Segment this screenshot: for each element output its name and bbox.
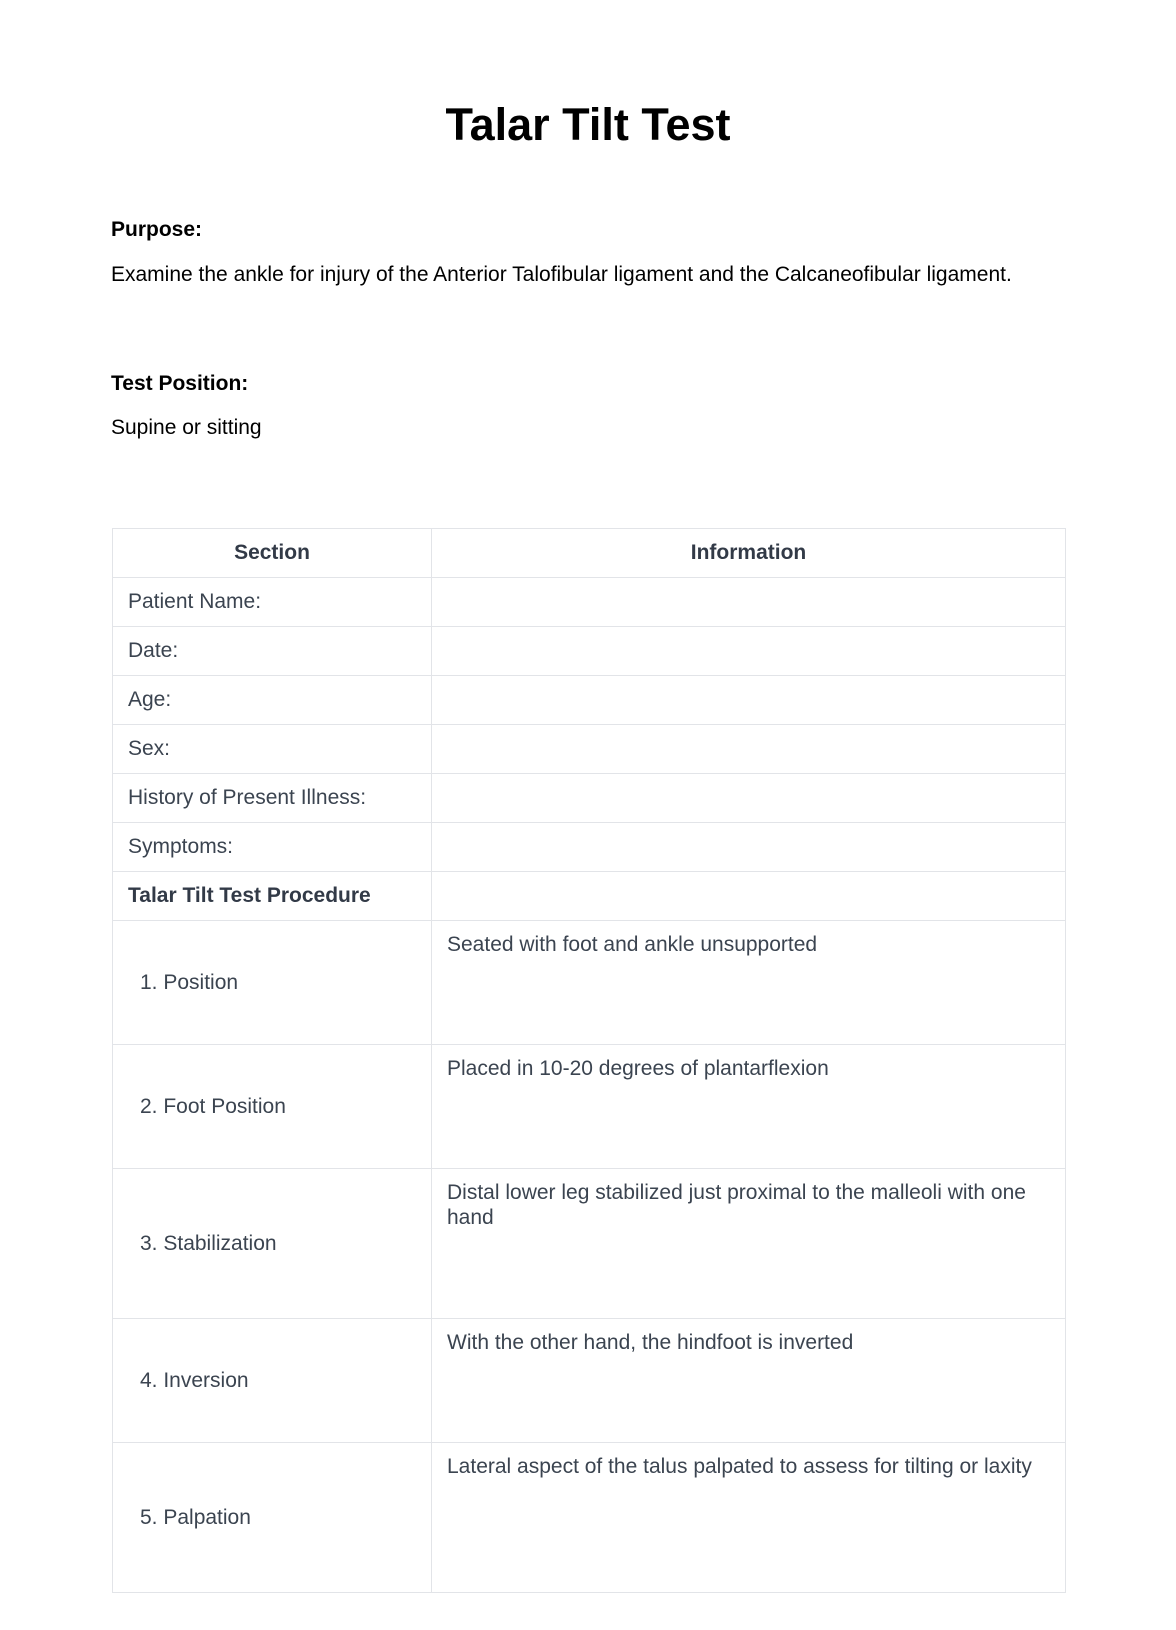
step-info: Placed in 10-20 degrees of plantarflexion	[432, 1045, 1066, 1169]
table-row	[113, 921, 1066, 1045]
step-label: 3. Stabilization	[113, 1169, 432, 1319]
table-row	[113, 627, 1066, 676]
table-row	[113, 1169, 1066, 1319]
sex-label: Sex:	[113, 725, 432, 774]
purpose-text: Examine the ankle for injury of the Anterior Talofibular ligament and the Calcaneofibular ligament.	[111, 263, 1012, 286]
step-info: Lateral aspect of the talus palpated to assess for tilting or laxity	[432, 1443, 1066, 1593]
symptoms-label: Symptoms:	[113, 823, 432, 872]
page-title: Talar Tilt Test	[445, 99, 731, 150]
age-label: Age:	[113, 676, 432, 725]
purpose-label: Purpose:	[111, 218, 203, 241]
table-row	[113, 725, 1066, 774]
step-info: With the other hand, the hindfoot is inverted	[432, 1319, 1066, 1443]
patient-name-field[interactable]	[432, 578, 1066, 627]
table-row	[113, 774, 1066, 823]
table-row	[113, 578, 1066, 627]
age-field[interactable]	[432, 676, 1066, 725]
assessment-table	[112, 528, 1066, 1593]
section-column-header: Section	[113, 529, 432, 578]
date-label: Date:	[113, 627, 432, 676]
date-field[interactable]	[432, 627, 1066, 676]
information-column-header: Information	[432, 529, 1066, 578]
table-row	[113, 872, 1066, 921]
sex-field[interactable]	[432, 725, 1066, 774]
step-label: 4. Inversion	[113, 1319, 432, 1443]
step-info: Seated with foot and ankle unsupported	[432, 921, 1066, 1045]
test-position-label: Test Position:	[111, 372, 249, 395]
step-info: Distal lower leg stabilized just proximal to the malleoli with one hand	[432, 1169, 1066, 1319]
symptoms-field[interactable]	[432, 823, 1066, 872]
table-row	[113, 1319, 1066, 1443]
step-label: 1. Position	[113, 921, 432, 1045]
table-row	[113, 823, 1066, 872]
history-label: History of Present Illness:	[113, 774, 432, 823]
table-header-row	[113, 529, 1066, 578]
procedure-heading-blank	[432, 872, 1066, 921]
step-label: 5. Palpation	[113, 1443, 432, 1593]
table-row	[113, 676, 1066, 725]
history-field[interactable]	[432, 774, 1066, 823]
procedure-heading: Talar Tilt Test Procedure	[113, 872, 432, 921]
table-row	[113, 1045, 1066, 1169]
step-label: 2. Foot Position	[113, 1045, 432, 1169]
test-position-text: Supine or sitting	[111, 416, 262, 439]
patient-name-label: Patient Name:	[113, 578, 432, 627]
table-row	[113, 1443, 1066, 1593]
